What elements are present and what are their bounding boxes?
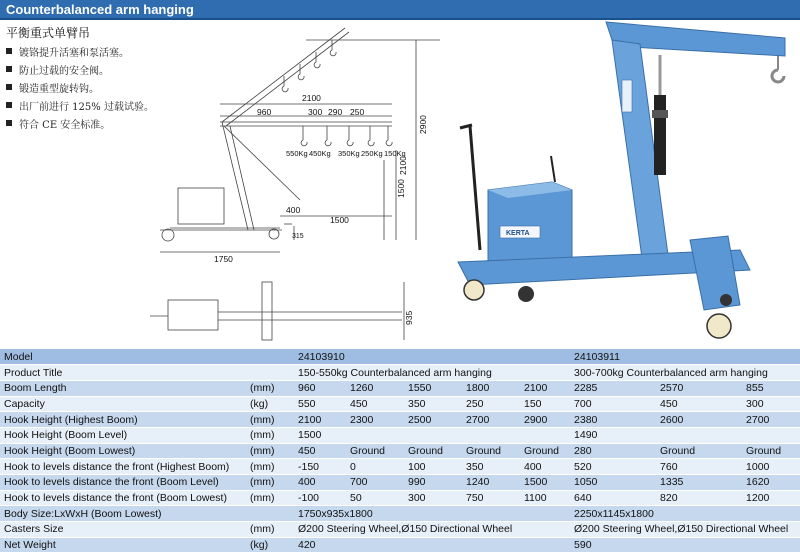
table-row xyxy=(0,459,800,475)
cell-model-1: 450 xyxy=(346,396,404,412)
bullet-icon xyxy=(6,66,12,72)
cell-model-2: 2570 xyxy=(656,380,742,396)
row-unit: (kg) xyxy=(246,396,294,412)
cell-model-1: 960 xyxy=(294,380,346,396)
cell-model-2: 760 xyxy=(656,459,742,475)
row-label: Casters Size xyxy=(0,522,246,538)
cell-model-2: 1200 xyxy=(742,490,800,506)
table-row xyxy=(0,537,800,553)
hook-icon xyxy=(772,70,784,82)
cell-model-1: 2900 xyxy=(520,412,570,428)
feature-text: 出厂前进行 125% 过载试验。 xyxy=(19,101,154,113)
feature-text: 防止过载的安全阀。 xyxy=(19,65,109,77)
row-label: Body Size:LxWxH (Boom Lowest) xyxy=(0,506,246,522)
cell-model-1: 1800 xyxy=(462,380,520,396)
cell-model-1: 350 xyxy=(462,459,520,475)
load-label: 250Kg xyxy=(361,149,383,158)
cell-model-1: Ø200 Steering Wheel,Ø150 Directional Wheel xyxy=(294,522,570,538)
row-unit: (mm) xyxy=(246,427,294,443)
cell-model-1: 150-550kg Counterbalanced arm hanging xyxy=(294,365,570,381)
bullet-icon xyxy=(6,120,12,126)
row-label: Capacity xyxy=(0,396,246,412)
dim-2100: 2100 xyxy=(302,93,321,103)
cell-model-2: 640 xyxy=(570,490,656,506)
dim-250: 250 xyxy=(350,107,365,117)
dim-960: 960 xyxy=(257,107,272,117)
cell-model-1: 2700 xyxy=(462,412,520,428)
cell-model-1: 350 xyxy=(404,396,462,412)
cell-model-2: 855 xyxy=(742,380,800,396)
cell-model-2: 300-700kg Counterbalanced arm hanging xyxy=(570,365,800,381)
cell-model-2: 450 xyxy=(656,396,742,412)
row-unit: (kg) xyxy=(246,537,294,553)
cell-model-1: 1100 xyxy=(520,490,570,506)
table-header-row xyxy=(0,349,800,365)
cell-model-1: 1550 xyxy=(404,380,462,396)
dim-935: 935 xyxy=(404,310,414,325)
load-label: 350Kg xyxy=(338,149,360,158)
cell-model-2: 1490 xyxy=(570,427,800,443)
feature-text: 镀铬提升活塞和泵活塞。 xyxy=(19,47,129,59)
technical-drawing xyxy=(130,22,450,342)
bullet-icon xyxy=(6,84,12,90)
cell-model-2: 2600 xyxy=(656,412,742,428)
row-label: Boom Length xyxy=(0,380,246,396)
row-unit: (mm) xyxy=(246,490,294,506)
dim-2900: 2900 xyxy=(418,115,428,134)
table-row xyxy=(0,396,800,412)
feature-text: 锻造重型旋转钩。 xyxy=(19,83,99,95)
cell-model-1: 300 xyxy=(404,490,462,506)
table-row xyxy=(0,365,800,381)
cell-model-2: 1000 xyxy=(742,459,800,475)
cell-model-1: 0 xyxy=(346,459,404,475)
cell-model-1: 1260 xyxy=(346,380,404,396)
brand-label: KERTA xyxy=(506,230,530,237)
page-title: Counterbalanced arm hanging xyxy=(6,2,194,17)
cell-model-1: 1240 xyxy=(462,475,520,491)
bullet-icon xyxy=(6,102,12,108)
row-unit xyxy=(246,506,294,522)
row-unit: (mm) xyxy=(246,475,294,491)
cell-model-2: Ground xyxy=(742,443,800,459)
cell-model-1: 150 xyxy=(520,396,570,412)
cell-model-1: 250 xyxy=(462,396,520,412)
cell-model-2: 300 xyxy=(742,396,800,412)
row-label: Hook Height (Boom Level) xyxy=(0,427,246,443)
cell-model-1: 50 xyxy=(346,490,404,506)
cell-model-1: 990 xyxy=(404,475,462,491)
table-row xyxy=(0,380,800,396)
dim-2100-vertical: 2100 xyxy=(398,156,408,175)
cell-model-1: 400 xyxy=(294,475,346,491)
cell-model-1: 400 xyxy=(520,459,570,475)
cell-model-1: 2100 xyxy=(520,380,570,396)
cell-model-1: 100 xyxy=(404,459,462,475)
cell-model-2: 1050 xyxy=(570,475,656,491)
row-unit: (mm) xyxy=(246,522,294,538)
row-label: Hook Height (Boom Lowest) xyxy=(0,443,246,459)
feature-text: 符合 CE 安全标准。 xyxy=(19,119,111,131)
cell-model-1: 550 xyxy=(294,396,346,412)
title-bar xyxy=(0,0,800,20)
cell-model-2: 1335 xyxy=(656,475,742,491)
cell-model-2: 520 xyxy=(570,459,656,475)
cell-model-2: 2285 xyxy=(570,380,656,396)
table-row xyxy=(0,522,800,538)
cell-model-1: -100 xyxy=(294,490,346,506)
table-row xyxy=(0,443,800,459)
cell-model-1: 2500 xyxy=(404,412,462,428)
cell-model-1: Ground xyxy=(404,443,462,459)
bullet-icon xyxy=(6,48,12,54)
cell-model-2: 700 xyxy=(570,396,656,412)
table-row xyxy=(0,427,800,443)
cell-model-1: 1500 xyxy=(520,475,570,491)
cell-model-2: 820 xyxy=(656,490,742,506)
cell-model-1: 420 xyxy=(294,537,570,553)
cell-model-1: 2100 xyxy=(294,412,346,428)
row-label: Net Weight xyxy=(0,537,246,553)
dim-290: 290 xyxy=(328,107,343,117)
model-2: 24103911 xyxy=(570,349,800,365)
header-unit xyxy=(246,349,294,365)
dim-1500-vertical: 1500 xyxy=(396,179,406,198)
dim-1500: 1500 xyxy=(330,215,349,225)
cell-model-1: 750 xyxy=(462,490,520,506)
cell-model-1: Ground xyxy=(462,443,520,459)
row-label: Product Title xyxy=(0,365,246,381)
cell-model-2: 2700 xyxy=(742,412,800,428)
load-label: 150Kg xyxy=(384,149,406,158)
cell-model-2: 1620 xyxy=(742,475,800,491)
load-label: 550Kg xyxy=(286,149,308,158)
cell-model-1: Ground xyxy=(346,443,404,459)
table-row xyxy=(0,506,800,522)
cell-model-1: Ground xyxy=(520,443,570,459)
dim-300: 300 xyxy=(308,107,323,117)
row-label: Hook to levels distance the front (Highest Boom) xyxy=(0,459,246,475)
dim-1750: 1750 xyxy=(214,254,233,264)
cell-model-1: 700 xyxy=(346,475,404,491)
cell-model-2: 2380 xyxy=(570,412,656,428)
cell-model-2: 2250x1145x1800 xyxy=(570,506,800,522)
table-row xyxy=(0,490,800,506)
table-row xyxy=(0,412,800,428)
header-label: Model xyxy=(0,349,246,365)
spec-table xyxy=(0,349,800,553)
cell-model-1: 1500 xyxy=(294,427,570,443)
dim-315: 315 xyxy=(292,233,304,240)
cell-model-1: 450 xyxy=(294,443,346,459)
dim-400: 400 xyxy=(286,205,301,215)
row-unit: (mm) xyxy=(246,380,294,396)
row-unit: (mm) xyxy=(246,443,294,459)
cell-model-2: Ø200 Steering Wheel,Ø150 Directional Wheel xyxy=(570,522,800,538)
load-label: 450Kg xyxy=(309,149,331,158)
row-label: Hook Height (Highest Boom) xyxy=(0,412,246,428)
row-unit: (mm) xyxy=(246,412,294,428)
row-unit xyxy=(246,365,294,381)
cell-model-2: Ground xyxy=(656,443,742,459)
row-label: Hook to levels distance the front (Boom Lowest) xyxy=(0,490,246,506)
row-label: Hook to levels distance the front (Boom Level) xyxy=(0,475,246,491)
table-row xyxy=(0,475,800,491)
page-subtitle: 平衡重式单臂吊 xyxy=(6,26,91,40)
model-1: 24103910 xyxy=(294,349,570,365)
cell-model-2: 590 xyxy=(570,537,800,553)
cell-model-1: 1750x935x1800 xyxy=(294,506,570,522)
cell-model-1: -150 xyxy=(294,459,346,475)
product-photo xyxy=(445,20,800,350)
cell-model-2: 280 xyxy=(570,443,656,459)
cell-model-1: 2300 xyxy=(346,412,404,428)
row-unit: (mm) xyxy=(246,459,294,475)
